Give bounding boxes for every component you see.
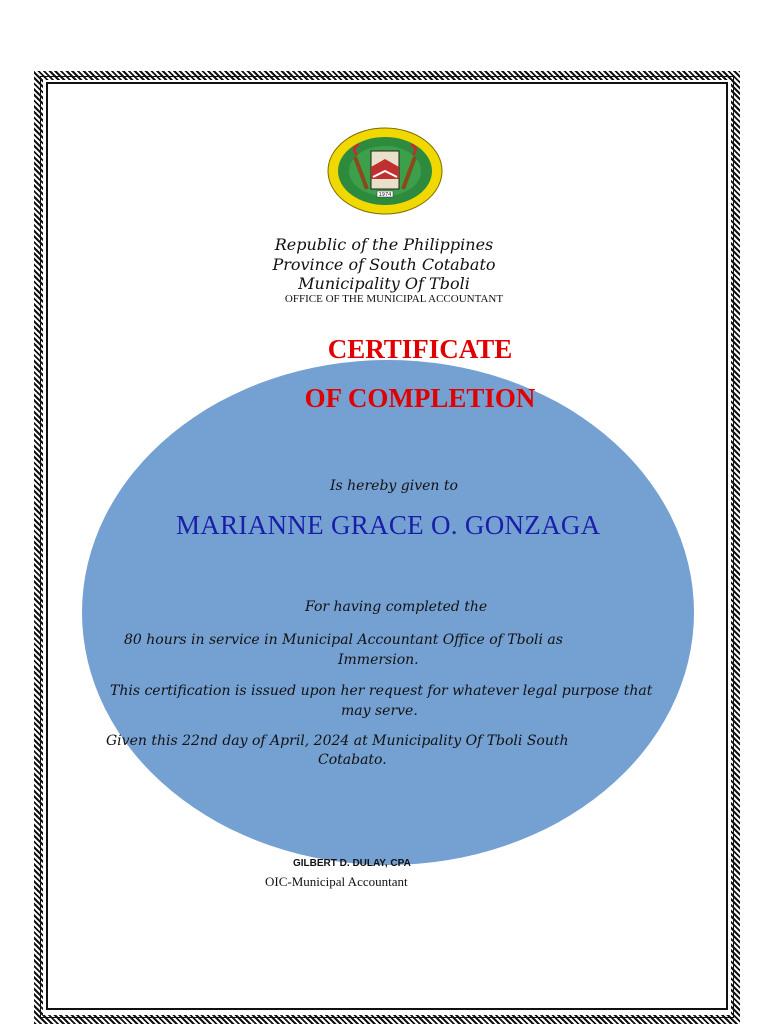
purpose-text-line2: may serve.: [341, 703, 418, 719]
hours-text-line1: 80 hours in service in Municipal Accountant Office of Tboli as: [124, 632, 563, 648]
hours-text-line2: Immersion.: [338, 652, 419, 668]
given-date-line1: Given this 22nd day of April, 2024 at Municipality Of Tboli South: [106, 733, 569, 749]
certificate-title-line2: OF COMPLETION: [304, 383, 536, 413]
completed-text: For having completed the: [305, 599, 488, 615]
given-to-text: Is hereby given to: [330, 478, 458, 494]
purpose-text-line1: This certification is issued upon her request for whatever legal purpose that: [110, 683, 653, 699]
signatory-position: OIC-Municipal Accountant: [265, 874, 408, 889]
header-office: OFFICE OF THE MUNICIPAL ACCOUNTANT: [284, 293, 504, 305]
header-country: Republic of the Philippines: [274, 235, 494, 254]
signatory-name: GILBERT D. DULAY, CPA: [293, 858, 411, 869]
recipient-name: MARIANNE GRACE O. GONZAGA: [176, 510, 601, 540]
municipal-seal-logo: [327, 127, 443, 215]
header-province: Province of South Cotabato: [272, 255, 496, 274]
given-date-line2: Cotabato.: [318, 752, 387, 768]
header-municipality: Municipality Of Tboli: [298, 274, 470, 293]
svg-text:1974: 1974: [378, 192, 392, 198]
certificate-title-line1: CERTIFICATE: [327, 334, 513, 364]
